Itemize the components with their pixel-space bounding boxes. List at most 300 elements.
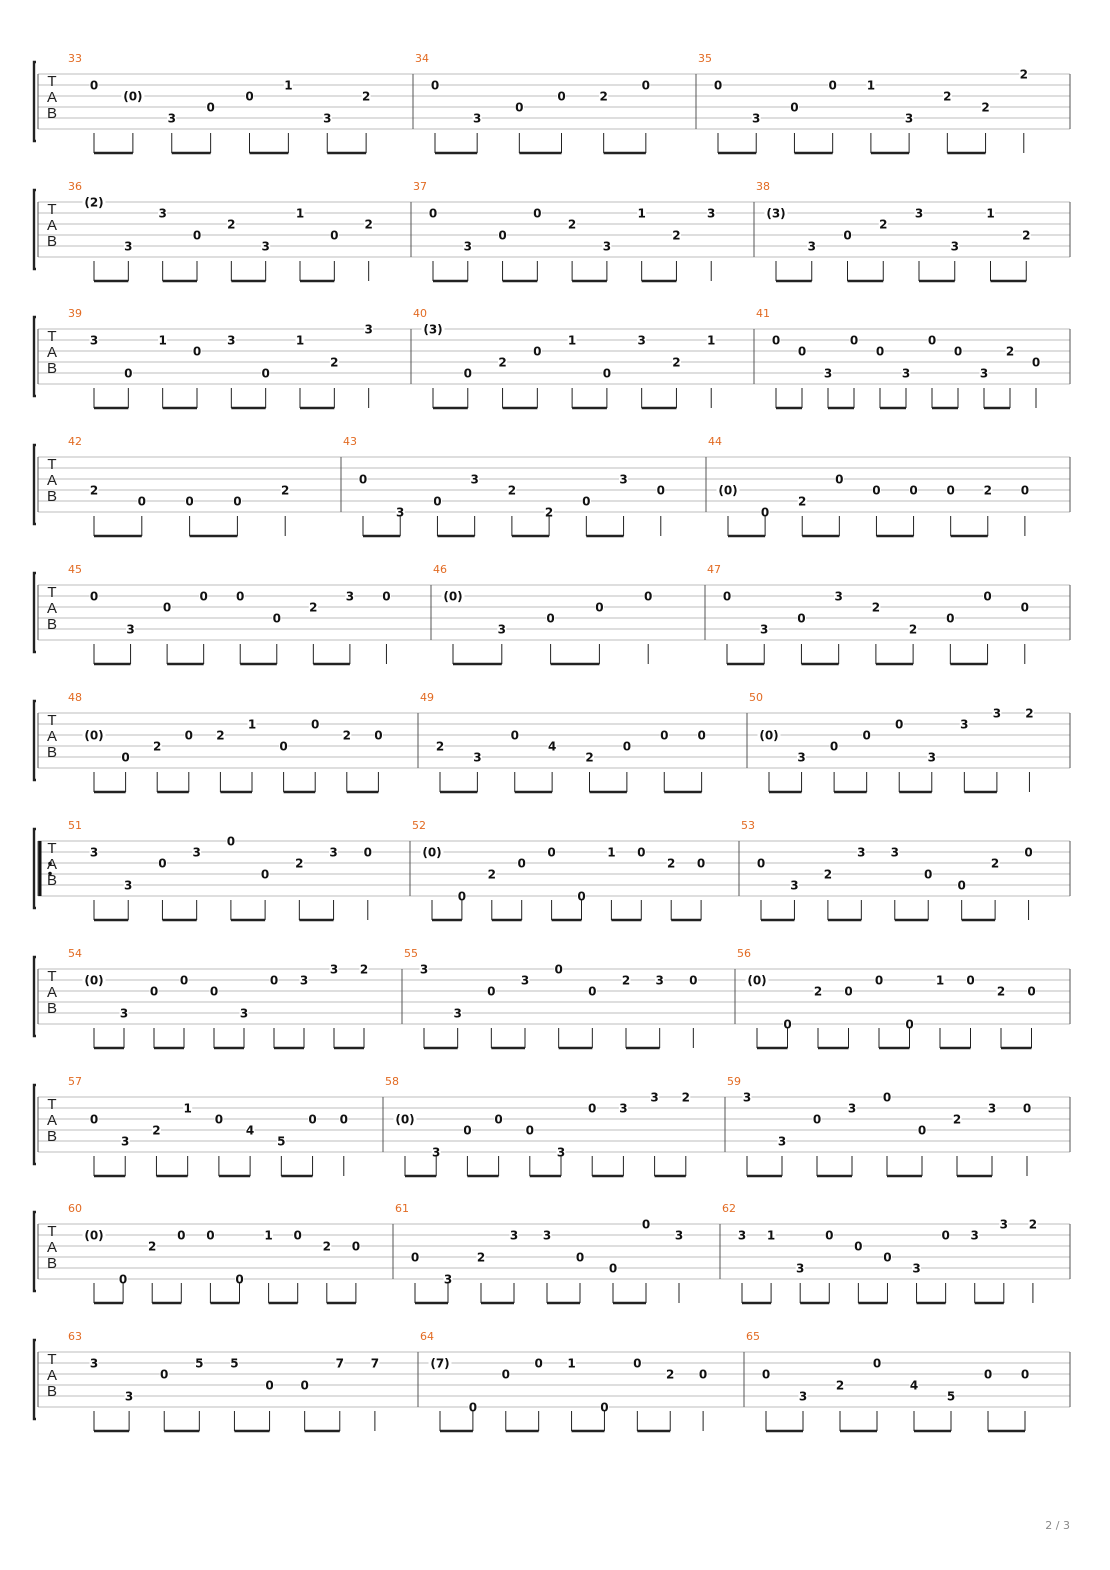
fret-number: 0 [199,589,208,604]
fret-number: (0) [84,728,104,743]
fret-number: (0) [759,728,779,743]
fret-number: 3 [89,1356,99,1371]
fret-number: 0 [546,611,555,626]
fret-number: 0 [311,717,320,732]
tab-clef-letter: B [46,488,58,505]
fret-number: 2 [544,505,554,520]
tab-clef-letter: T [47,328,57,345]
fret-number: 0 [872,1356,882,1371]
measure [698,52,1028,153]
tab-clef-letter: A [46,856,58,873]
fret-number: 3 [737,1228,747,1243]
fret-number: 3 [797,750,806,765]
fret-number: 3 [857,845,866,860]
tab-system [34,947,1070,1048]
fret-number: 3 [637,333,646,348]
fret-number: 0 [160,1367,169,1382]
fret-number: 2 [798,494,807,509]
tab-clef-letter: B [46,1383,58,1400]
fret-number: 0 [265,1378,274,1393]
fret-number: 3 [432,1145,441,1160]
system-bracket [34,573,36,652]
fret-number: 2 [871,600,881,615]
fret-number: 0 [946,611,955,626]
fret-number: 5 [230,1356,239,1371]
fret-number: 0 [1020,1367,1030,1382]
fret-number: 0 [487,984,496,999]
fret-number: 2 [476,1250,486,1265]
fret-number: 0 [534,1356,543,1371]
fret-number: 2 [359,962,369,977]
fret-number: 0 [895,717,904,732]
fret-number: 0 [557,89,566,104]
fret-number: (0) [443,589,463,604]
fret-number: 0 [595,600,604,615]
fret-number: 2 [342,728,351,743]
fret-number: 0 [588,1101,597,1116]
fret-number: 0 [206,1228,215,1243]
fret-number: 0 [600,1400,609,1415]
fret-number: 0 [358,472,368,487]
fret-number: 2 [672,228,681,243]
tab-clef-letter: B [46,1128,58,1145]
fret-number: 3 [798,1389,808,1404]
tab-clef-letter: T [47,840,57,857]
fret-number: 0 [797,611,806,626]
fret-number: 0 [696,856,706,871]
fret-number: 3 [472,111,482,126]
fret-number: 0 [374,728,383,743]
fret-number: 0 [608,1261,618,1276]
tab-system [34,435,1070,536]
fret-number: 7 [335,1356,344,1371]
fret-number: 3 [742,1090,752,1105]
measure [413,307,716,408]
fret-number: 2 [908,622,918,637]
fret-number: 2 [1019,67,1028,82]
measure [749,691,1034,792]
fret-number: 3 [463,239,472,254]
fret-number: 3 [890,845,899,860]
measure [404,947,698,1048]
system-bracket [34,701,36,780]
system-bracket [34,1340,36,1419]
tab-clef-letter: T [47,712,57,729]
tab-clef-letter: B [46,616,58,633]
measure-number: 46 [433,563,447,576]
fret-number: 3 [655,973,664,988]
tab-clef-letter: A [46,217,58,234]
fret-number: 0 [494,1112,503,1127]
tab-clef-letter: B [46,1000,58,1017]
measure-number: 61 [395,1202,409,1215]
system-bracket [34,190,36,269]
tab-clef-letter: T [47,584,57,601]
measure-number: 51 [68,819,82,832]
measure-number: 35 [698,52,712,65]
fret-number: (0) [123,89,143,104]
fret-number: 3 [453,1006,462,1021]
fret-number: 0 [510,728,519,743]
measure [68,947,369,1048]
fret-number: 3 [192,845,201,860]
fret-number: 2 [983,483,992,498]
fret-number: 3 [89,333,99,348]
fret-number: 0 [622,739,632,754]
fret-number: 3 [927,750,936,765]
fret-number: (0) [84,1228,104,1243]
fret-number: 3 [124,1389,134,1404]
fret-number: 3 [419,962,429,977]
tab-clef-letter: T [47,1351,57,1368]
fret-number: 1 [295,206,305,221]
fret-number: 3 [807,239,816,254]
fret-number: 3 [124,239,133,254]
measure-number: 33 [68,52,82,65]
system-bracket [34,1085,36,1164]
tab-clef-letter: A [46,344,58,361]
fret-number: 2 [621,973,631,988]
fret-number: 2 [667,856,676,871]
measure [741,819,1033,920]
fret-number: 0 [983,1367,993,1382]
tab-system [34,563,1070,664]
fret-number: 3 [299,973,309,988]
measure-number: 47 [707,563,721,576]
fret-number: 1 [567,333,577,348]
measure-number: 36 [68,180,82,193]
fret-number: 2 [1025,706,1034,721]
fret-number: 3 [602,239,612,254]
fret-number: 2 [322,1239,331,1254]
fret-number: 3 [914,206,924,221]
fret-number: 3 [473,750,482,765]
measure-number: 41 [756,307,770,320]
fret-number: (0) [422,845,442,860]
measure [68,819,372,920]
fret-number: 3 [323,111,332,126]
fret-number: 0 [177,1228,186,1243]
fret-number: 0 [966,973,975,988]
fret-number: 0 [533,344,542,359]
tab-clef-letter: A [46,1112,58,1129]
fret-number: 0 [261,366,270,381]
fret-number: 0 [790,100,799,115]
fret-number: 3 [904,111,914,126]
fret-number: 1 [295,333,305,348]
fret-number: 0 [883,1250,892,1265]
measure-number: 40 [413,307,427,320]
fret-number: 2 [227,217,236,232]
fret-number: 1 [637,206,646,221]
fret-number: 0 [428,206,438,221]
tab-clef-letter: A [46,728,58,745]
fret-number: 0 [89,589,99,604]
measure-number: 49 [420,691,434,704]
fret-number: 3 [950,239,959,254]
fret-number: 3 [364,322,373,337]
fret-number: 0 [206,100,215,115]
measure [68,307,373,408]
fret-number: 3 [823,366,833,381]
fret-number: 0 [517,856,526,871]
fret-number: 3 [992,706,1002,721]
fret-number: 2 [216,728,225,743]
fret-number: 0 [849,333,859,348]
measure [68,691,383,792]
fret-number: 0 [941,1228,950,1243]
fret-number: 2 [295,856,304,871]
measure [412,819,706,920]
fret-number: 3 [790,878,799,893]
fret-number: 2 [943,89,952,104]
fret-number: 0 [1020,483,1030,498]
measure [68,180,373,281]
fret-number: 0 [533,206,542,221]
fret-number: 2 [435,739,445,754]
fret-number: 0 [697,728,706,743]
fret-number: 5 [277,1134,286,1149]
fret-number: 0 [946,483,955,498]
system-bracket [34,62,36,141]
fret-number: (3) [766,206,786,221]
measure [420,691,706,792]
fret-number: 2 [681,1090,690,1105]
measure [746,1330,1030,1431]
tab-system [34,307,1070,408]
fret-number: 0 [433,494,442,509]
fret-number: 3 [345,589,355,604]
fret-number: 0 [457,889,467,904]
tab-system [34,180,1070,281]
fret-number: 3 [796,1261,805,1276]
measure [756,307,1041,408]
tab-clef-letter: B [46,105,58,122]
fret-number: 3 [847,1101,857,1116]
fret-number: 2 [152,1123,161,1138]
fret-number: 3 [901,366,911,381]
fret-number: 2 [879,217,888,232]
fret-number: 0 [756,856,766,871]
fret-number: 0 [235,1272,244,1287]
fret-number: 0 [874,973,884,988]
fret-number: (7) [430,1356,450,1371]
measure [385,1075,690,1176]
tab-clef-letter: B [46,233,58,250]
fret-number: 0 [363,845,372,860]
fret-number: 0 [137,494,146,509]
fret-number: 0 [468,1400,478,1415]
measure [727,1075,1032,1176]
fret-number: 3 [329,962,339,977]
fret-number: 2 [361,89,371,104]
fret-number: 2 [498,355,507,370]
measure [68,435,290,536]
fret-number: 0 [917,1123,927,1138]
fret-number: 0 [430,78,440,93]
fret-number: 2 [567,217,577,232]
tab-system [34,52,1070,153]
system-bracket [34,317,36,396]
fret-number: (0) [718,483,738,498]
fret-number: 0 [924,867,933,882]
fret-number: 3 [509,1228,519,1243]
fret-number: 1 [986,206,995,221]
fret-number: 0 [575,1250,585,1265]
measure-number: 52 [412,819,426,832]
tab-clef-letter: T [47,1096,57,1113]
fret-number: 3 [121,1134,130,1149]
fret-number: 0 [260,867,270,882]
fret-number: 2 [330,355,339,370]
fret-number: 2 [672,355,681,370]
measure [433,563,653,664]
measure [395,1202,684,1303]
tab-clef-letter: A [46,89,58,106]
fret-number: 1 [707,333,716,348]
fret-number: 0 [308,1112,317,1127]
fret-number: (0) [747,973,767,988]
fret-number: 2 [364,217,373,232]
fret-number: (0) [84,973,104,988]
fret-number: 3 [158,206,167,221]
fret-number: 0 [293,1228,302,1243]
fret-number: (3) [423,322,443,337]
fret-number: 0 [272,611,281,626]
fret-number: 0 [339,1112,348,1127]
fret-number: 0 [547,845,556,860]
measure [68,563,391,664]
fret-number: 2 [148,1239,157,1254]
fret-number: 0 [689,973,698,988]
fret-number: 1 [766,1228,776,1243]
fret-number: 3 [396,505,405,520]
measure [68,1075,348,1176]
tab-system [34,1202,1070,1303]
fret-number: 3 [777,1134,787,1149]
fret-number: 0 [498,228,507,243]
fret-number: 3 [227,333,236,348]
tab-clef-letter: B [46,1255,58,1272]
fret-number: 4 [909,1378,919,1393]
tab-system [34,691,1070,792]
fret-number: 0 [330,228,339,243]
fret-number: 3 [167,111,176,126]
system-bracket [34,829,36,908]
fret-number: 0 [905,1017,914,1032]
tab-clef-letter: A [46,1239,58,1256]
measure [68,1330,379,1431]
fret-number: 5 [946,1389,956,1404]
fret-number: 1 [284,78,293,93]
fret-number: 0 [192,228,202,243]
fret-number: 0 [300,1378,309,1393]
measure [415,52,650,153]
fret-number: 2 [1005,344,1015,359]
fret-number: 3 [834,589,843,604]
fret-number: 2 [309,600,318,615]
fret-number: 0 [957,878,966,893]
measure-number: 48 [68,691,82,704]
fret-number: 0 [226,834,236,849]
fret-number: 0 [641,1217,651,1232]
fret-number: 1 [183,1101,192,1116]
measure-number: 38 [756,180,770,193]
fret-number: 0 [872,483,881,498]
measure-number: 65 [746,1330,760,1343]
fret-number: 0 [89,78,99,93]
fret-number: 2 [89,483,99,498]
measure [68,1202,360,1303]
fret-number: 0 [761,1367,771,1382]
fret-number: 0 [875,344,885,359]
tab-clef-letter: A [46,472,58,489]
measure-number: 63 [68,1330,82,1343]
tab-clef-letter: A [46,984,58,1001]
tab-clef-letter: A [46,600,58,617]
fret-number: 0 [463,366,472,381]
measure [413,180,716,281]
fret-number: 1 [158,333,167,348]
fret-number: 3 [497,622,506,637]
fret-number: 0 [89,1112,99,1127]
fret-number: 3 [912,1261,921,1276]
tab-system [34,1075,1070,1176]
measure [420,1330,708,1431]
measure-number: 54 [68,947,82,960]
tab-clef-letter: T [47,456,57,473]
fret-number: 0 [854,1239,863,1254]
fret-number: 0 [351,1239,361,1254]
measure-number: 58 [385,1075,399,1088]
fret-number: 4 [547,739,557,754]
fret-number: 0 [214,1112,224,1127]
fret-number: 0 [192,344,202,359]
fret-number: 0 [909,483,918,498]
fret-number: 0 [382,589,391,604]
fret-number: (0) [395,1112,415,1127]
fret-number: 2 [599,89,608,104]
fret-number: 0 [463,1123,472,1138]
fret-number: 3 [619,472,628,487]
fret-number: 0 [209,984,219,999]
fret-number: 2 [996,984,1006,999]
fret-number: 2 [1022,228,1031,243]
fret-number: 0 [828,78,837,93]
fret-number: 3 [650,1090,659,1105]
measure-number: 44 [708,435,722,448]
measure-number: 45 [68,563,82,576]
measure [722,1202,1037,1303]
fret-number: 3 [752,111,761,126]
measure-number: 42 [68,435,82,448]
fret-number: 2 [666,1367,675,1382]
fret-number: 0 [698,1367,708,1382]
measure-number: 59 [727,1075,741,1088]
measure-number: 53 [741,819,755,832]
fret-number: 0 [162,600,172,615]
measure [756,180,1031,281]
fret-number: 0 [1031,355,1041,370]
fret-number: 0 [149,984,159,999]
fret-number: 2 [823,867,833,882]
fret-number: 3 [119,1006,129,1021]
fret-number: 0 [953,344,963,359]
fret-number: 0 [835,472,844,487]
fret-number: 0 [1022,1101,1032,1116]
fret-number: 0 [844,984,853,999]
fret-number: 0 [862,728,871,743]
